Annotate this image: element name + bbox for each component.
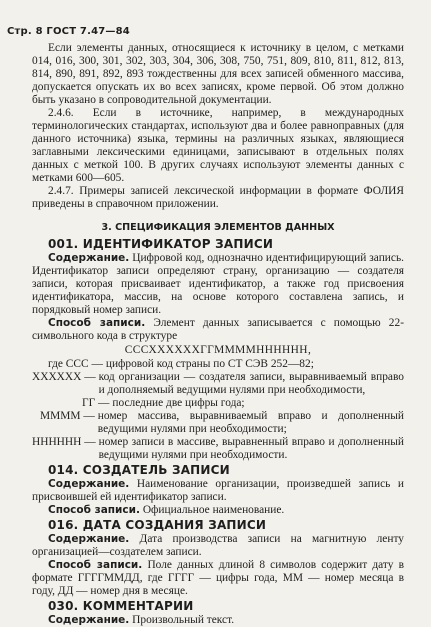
element-016-title: 016. ДАТА СОЗДАНИЯ ЗАПИСИ	[48, 518, 267, 532]
method-text: Официальное наименование.	[139, 504, 285, 516]
element-030-title: 030. КОММЕНТАРИИ	[48, 599, 194, 613]
paragraph-2-4-6: 2.4.6. Если в источнике, например, в международных терминологических стандартах, используют два и более равноправных (для данного источника) языка, термины на различных языках, являющиеся заглавными лексическими единицами, записывают в отдельных полях данных с меткой 100. В других случаях используют элементы данных с метками 600—605.	[32, 107, 404, 184]
paragraph-2-4-7: 2.4.7. Примеры записей лексической информации в формате ФОЛИЯ приведены в справочном приложении.	[32, 185, 404, 210]
content-text: Произвольный текст.	[129, 614, 235, 626]
code-structure: СССХХХХХХГГММММНННННН,	[124, 344, 312, 356]
definition-term: НННННН —	[32, 436, 96, 448]
page-header: Стр. 8 ГОСТ 7.47—84	[7, 26, 130, 37]
method-label: Способ записи.	[48, 317, 146, 329]
definition-term: ХХХХХХ —	[32, 371, 96, 383]
definition-term: ГГ —	[82, 397, 110, 409]
definition-term: где ССС —	[48, 358, 103, 370]
definition-desc: цифровой код страны по СТ СЭВ 252—82;	[105, 358, 314, 370]
method-label: Способ записи.	[48, 504, 140, 516]
definition-term: ММММ —	[40, 410, 95, 422]
content-text: Цифровой код, однозначно идентифицирующий запись. Идентификатор записи определяют страну, организацию — создателя записи, которая присваивает идентификатор, а также год присвоения идентификатора, массив, на основе которого составлена запись, и порядковый номер записи.	[32, 252, 404, 316]
element-001-title: 001. ИДЕНТИФИКАТОР ЗАПИСИ	[48, 237, 274, 251]
element-001-content	[32, 252, 404, 317]
section-title: 3. СПЕЦИФИКАЦИЯ ЭЛЕМЕНТОВ ДАННЫХ	[101, 222, 335, 233]
content-label: Содержание.	[48, 614, 130, 626]
definition-desc: код организации — создателя записи, выравниваемый вправо и дополняемый ведущими нулями при необходимости,	[98, 371, 404, 396]
definition-desc: номер записи в массиве, выравненный вправо и дополненный ведущими нулями при необходимости.	[98, 436, 404, 461]
page-content	[32, 42, 404, 627]
content-label: Содержание.	[48, 478, 130, 490]
content-text: Наименование организации, произведшей запись и присвоившей ей идентификатор записи.	[32, 478, 404, 503]
element-014-title: 014. СОЗДАТЕЛЬ ЗАПИСИ	[48, 463, 230, 477]
definition-xxxxxx	[32, 371, 404, 397]
element-016-content	[32, 533, 404, 559]
definition-nnnnnn	[32, 436, 404, 462]
definition-mmmm	[40, 410, 404, 436]
method-label: Способ записи.	[48, 559, 143, 571]
element-016-method	[32, 559, 404, 598]
definition-gg	[82, 397, 404, 410]
paragraph-repeated-elements: Если элементы данных, относящиеся к источнику в целом, с метками 014, 016, 300, 301, 302, 303, 304, 306, 308, 750, 751, 809, 810, 811, 812, 813, 814, 890, 891, 892, 893 тождественны для всех записей обменного массива, допускается опускать их во всех записях, кроме первой. Об этом должно быть указано в сопроводительной документации.	[32, 42, 404, 106]
method-text: Поле данных длиной 8 символов содержит дату в формате ГГГГММДД, где ГГГГ — цифры года, ММ — номер месяца в году, ДД — номер дня в месяце.	[32, 559, 404, 597]
content-label: Содержание.	[48, 533, 130, 545]
element-014-content	[32, 478, 404, 504]
content-label: Содержание.	[48, 252, 130, 264]
definition-ccc	[48, 358, 404, 371]
element-001-method	[32, 317, 404, 343]
definition-desc: последние две цифры года;	[112, 397, 245, 409]
element-014-method	[32, 504, 404, 517]
content-text: Дата производства записи на магнитную ленту организацией—создателем записи.	[32, 533, 404, 558]
definition-desc: номер массива, выравниваемый вправо и дополненный ведущими нулями при необходимости;	[97, 410, 404, 435]
method-text: Элемент данных записывается с помощью 22-символьного кода в структуре	[32, 317, 404, 342]
